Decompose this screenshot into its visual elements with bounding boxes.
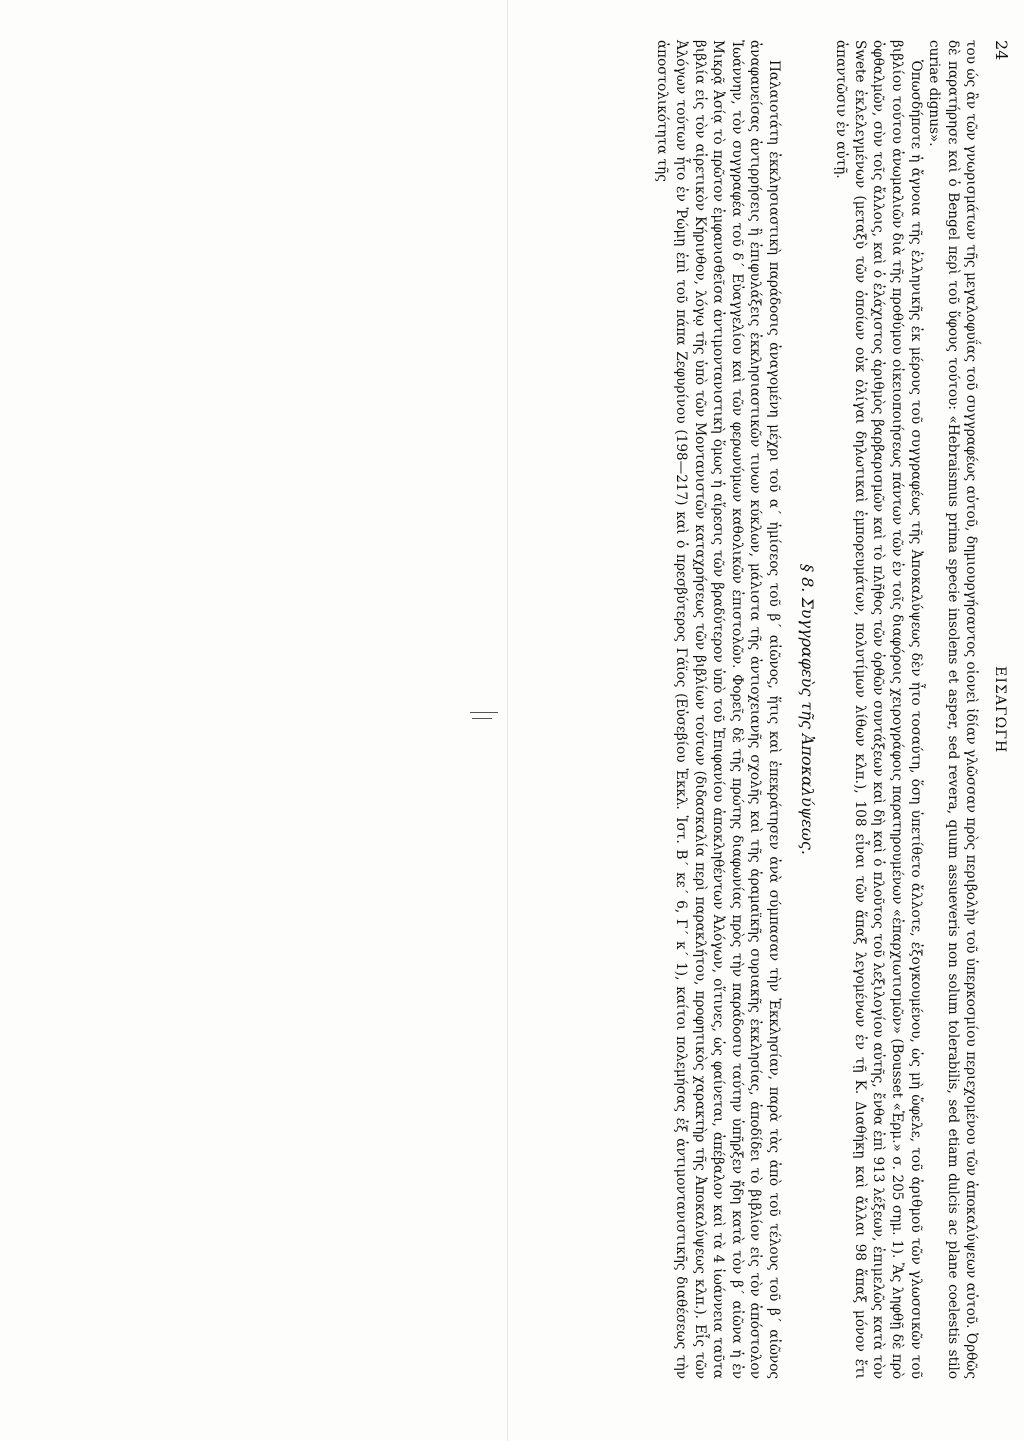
- scan-artifact: [472, 718, 492, 719]
- page-number: 24: [992, 40, 1011, 61]
- book-page-24: [512, 0, 1024, 1441]
- paragraph: του ώς ἂν τῶν γνωρισμάτων τῆς μεγαλοφυΐας τοῦ συγγραφέως αὐτοῦ, δημιουργήσαντος οἱονεὶ ἰδίαν γλῶσσαν πρὸς περιβολὴν τοῦ ὑπερκοσμίου περιεχομένου τῶν ἀποκαλύψεων αὐτοῦ. Ὀρθῶς δὲ παρατήρησε καὶ ὁ Bengel περὶ τοῦ ὕφους τούτου: «Hebraismus prima specie insolens et asper, sed revera, quum assueveris non solum tolerabilis, sed etiam dulcis ac plane coelestis stilo curiae dignus».: [926, 40, 980, 1379]
- page-fold-line: [507, 0, 508, 1441]
- paragraph: Παλαιοτάτη ἐκκλησιαστικὴ παράδοσις ἀναγομένη μέχρι τοῦ α´ ἡμίσεος τοῦ β´ αἰῶνος, ἥτις καὶ ἐπεκράτησεν ἀνὰ σύμπασαν τὴν Ἐκκλησίαν, παρὰ τὰς ἀπὸ τοῦ τέλους τοῦ β´ αἰῶνος ἀναφανείσας ἀντιρρήσεις ἢ ἐπιφυλάξεις ἐκκλησιαστικῶν τινων κύκλων, μάλιστα τῆς ἀντιοχειανῆς σχολῆς καὶ τῆς ἀραμαϊκῆς συριακῆς ἐκκλησίας, ἀποδίδει τὸ βιβλίον εἰς τὸν ἀπόστολον Ἰωάννην, τὸν συγγραφέα τοῦ δ´ Εὐαγγελίου καὶ τῶν φερωνύμων καθολικῶν ἐπιστολῶν. Φορεῖς δὲ τῆς πρώτης διαφωνίας πρὸς τὴν παράδοσιν ταύτην ὑπῆρξεν ἤδη κατὰ τὸν β´ αἰῶνα ἡ ἐν Μικρᾷ Ἀσίᾳ τὸ πρῶτον ἐμφανισθεῖσα ἀντιμοντανιστικὴ ὅμως ἡ αἵρεσις τῶν βραδύτερον ὑπὸ τοῦ Ἐπιφανίου ἀποκληθέντων Ἀλόγων, οἵτινες, ὡς φαίνεται, ἀπέβαλον καὶ τὰ 4 ἰωάννεια ταῦτα βιβλία εἰς τὸν αἱρετικὸν Κήρινθον, λόγῳ τῆς ὑπὸ τῶν Μοντανιστῶν καταχρήσεως τῶν βιβλίων τούτων (διδασκαλία περὶ παρακλήτου, προφητικὸς χαρακτὴρ τῆς Ἀποκαλύψεως κλπ.). Εἷς τῶν Ἀλόγων τούτων ἦτο ἐν Ῥώμῃ ἐπὶ τοῦ πάπα Ζεφυρίνου (198—217) καὶ ὁ πρεσβύτερος Γάϊος (Εὐσεβίου Ἐκκλ. Ἱστ. Β´ κε´ 6, Γ´ κ´ 1), καίτοι πολεμήσας ἐξ ἀντιμοντανιστικῆς διαθέσεως τὴν ἀποστολικότητα τῆς: [654, 40, 783, 1379]
- page-header: [990, 40, 1010, 1379]
- scan-artifact: [470, 712, 498, 713]
- running-head: ΕΙΣΑΓΩΓΗ: [992, 666, 1008, 754]
- section-heading: § 8. Συγγραφεὺς τῆς Ἀποκαλύψεως.: [797, 564, 817, 855]
- paragraph: Ὁπωσδήποτε ἡ ἄγνοια τῆς ἑλληνικῆς ἐκ μέρους τοῦ συγγραφέως τῆς Ἀποκαλύψεως δὲν ἦτο τοσαύτη, ὅση ὑπετίθετο ἄλλοτε, ἐξογκουμένου, ὡς μὴ ὤφελε, τοῦ ἀριθμοῦ τῶν γλωσσικῶν τοῦ βιβλίου τούτου ἀνωμαλιῶν διὰ τῆς προθύμου οἰκειοποιήσεως πάντων τῶν ἐν τοῖς διαφόροις χειρογράφοις παρατηρουμένων «ἐπαρχιωτισμῶν» (Bousset «Ἑρμ.» σ. 205 σημ. 1). Ἂς ληφθῇ δὲ πρὸ ὀφθαλμῶν, σὺν τοῖς ἄλλοις, καὶ ὁ ἐλάχιστος ἀριθμὸς βαρβαρισμῶν καὶ τὸ πλῆθος τῶν ὀρθῶν συντάξεων καὶ δὴ καὶ ὁ πλοῦτος τοῦ λεξιλογίου αὐτῆς, ἔνθα ἐπὶ 913 λέξεων, ἐπιμελῶς κατὰ τὸν Swete ἐκλελεγμένων (μεταξὺ τῶν ὁποίων οὐκ ὀλίγαι δηλωτικαὶ ἐμπορευμάτων, πολυτίμων λίθων κλπ.), 108 εἶναι τῶν ἅπαξ λεγομένων ἐν τῇ Κ. Διαθήκῃ καὶ ἄλλαι 98 ἅπαξ μόνον ἔτι ἀπαντῶσιν ἐν αὐτῇ.: [833, 40, 924, 1379]
